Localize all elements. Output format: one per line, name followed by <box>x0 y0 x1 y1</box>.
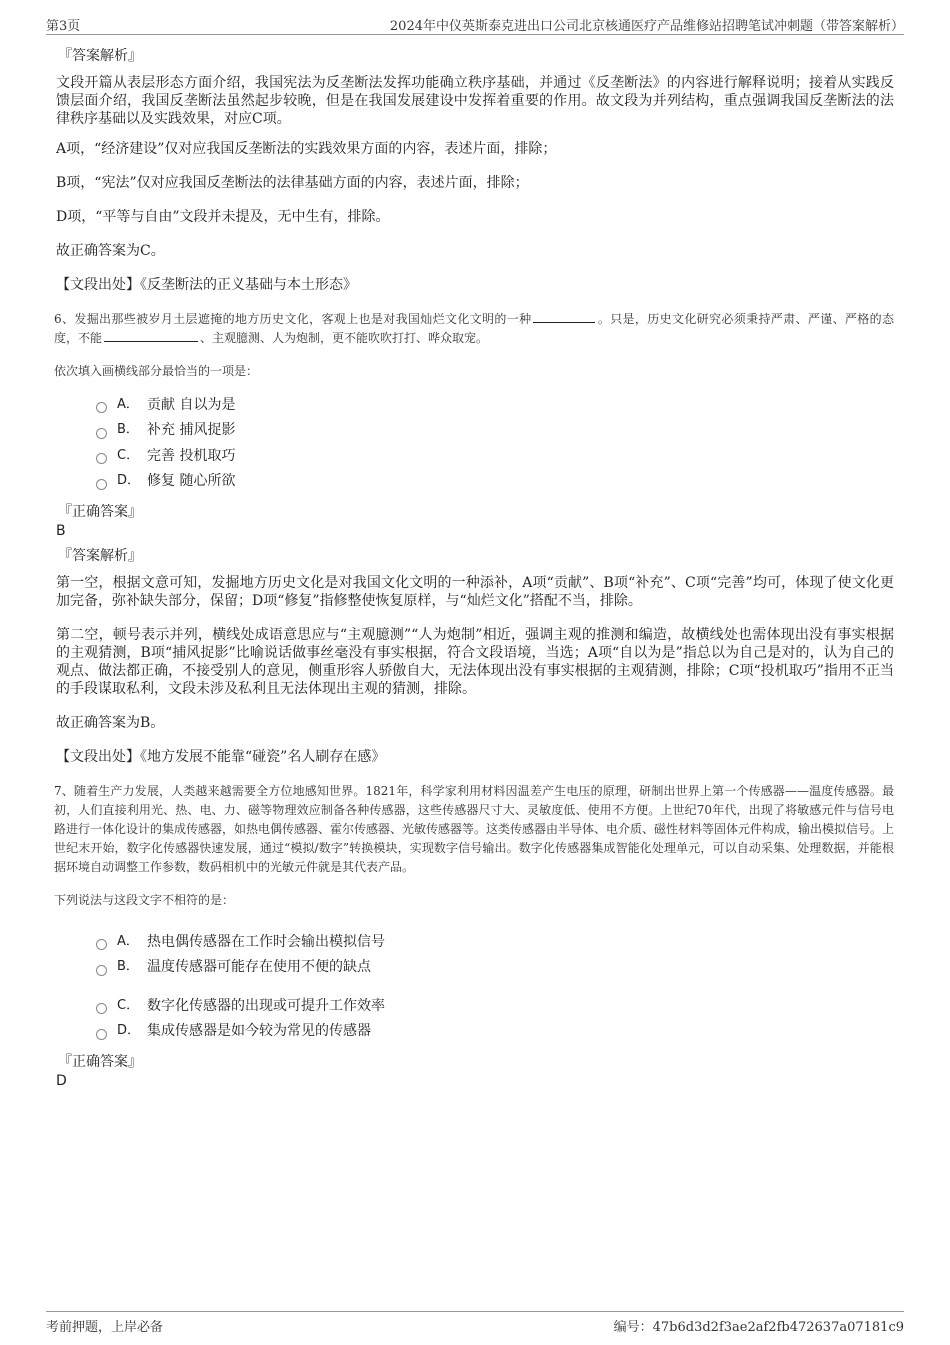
analysis-paragraph-1: 第一空，根据文意可知，发掘地方历史文化是对我国文化文明的一种添补，A项“贡献”、B项“补充”、C项“完善”均可，体现了使文化更加完备，弥补缺失部分，保留；D项“修复”指修整使恢复原样，与“灿烂文化”搭配不当，排除。 <box>56 575 894 609</box>
analysis-tag: 『答案解析』 <box>58 548 142 564</box>
analysis-conclusion: 故正确答案为C。 <box>56 243 165 259</box>
document-id: 编号：47b6d3d2f3ae2af2fb472637a07181c9 <box>613 1320 904 1335</box>
analysis-option-d: D项，“平等与自由”文段并未提及，无中生有，排除。 <box>56 209 390 225</box>
correct-answer: B <box>56 523 66 539</box>
page-header <box>46 14 904 35</box>
correct-answer: D <box>56 1073 67 1089</box>
question-7-prompt: 下列说法与这段文字不相符的是： <box>54 893 235 907</box>
option-c[interactable]: C． 数字化传感器的出现或可提升工作效率 <box>96 993 894 1019</box>
question-7-text: 7、随着生产力发展，人类越来越需要全方位地感知世界。1821年，科学家利用材料因温差产生电压的原理，研制出世界上第一个传感器——温度传感器。最初，人们直接利用光、热、电、力、磁等物理效应制备各种传感器，这些传感器尺寸大、灵敏度低、使用不方便。上世纪70年代，出现了将敏感元件与信号电路进行一体化设计的集成传感器，如热电偶传感器、霍尔传感器、光敏传感器等。这类传感器由半导体、电介质、磁性材料等固体元件构成，输出模拟信号。上世纪末开始，数字化传感器快速发展，通过“模拟/数字”转换模块，实现数字信号输出。数字化传感器集成智能化处理单元，可以自动采集、处理数据，并能根据环境自动调整工作参数，数码相机中的光敏元件就是其代表产品。 <box>54 784 895 874</box>
question-6-text: 6、发掘出那些被岁月土层遮掩的地方历史文化，客观上也是对我国灿烂文化文明的一种 。只是，历史文化研究必须秉持严肃、严谨、严格的态度，不能 、主观臆测、人为炮制，更不能吹吹打打、哗众取宠。 <box>54 312 894 345</box>
question-6-prompt: 依次填入画横线部分最恰当的一项是： <box>54 364 259 378</box>
analysis-option-b: B项，“宪法”仅对应我国反垄断法的法律基础方面的内容，表述片面，排除； <box>56 175 529 191</box>
correct-answer-tag: 『正确答案』 <box>58 504 142 520</box>
radio-icon[interactable] <box>96 1029 107 1040</box>
answer-blank <box>104 329 198 342</box>
analysis-tag: 『答案解析』 <box>58 48 142 64</box>
analysis-conclusion: 故正确答案为B。 <box>56 715 165 731</box>
analysis-paragraph: 文段开篇从表层形态方面介绍，我国宪法为反垄断法发挥功能确立秩序基础，并通过《反垄断法》的内容进行解释说明；接着从实践反馈层面介绍，我国反垄断法虽然起步较晚，但是在我国发展建设中发挥着重要的作用。故文段为并列结构，重点强调我国反垄断法的法律秩序基础以及实践效果，对应C项。 <box>56 75 894 127</box>
analysis-paragraph-2: 第二空，顿号表示并列，横线处成语意思应与“主观臆测”“人为炮制”相近，强调主观的推测和编造，故横线处也需体现出没有事实根据的主观猜测，B项“捕风捉影”比喻说话做事丝毫没有事实根据，符合文段语境，当选；A项“自以为是”指总以为自己是对的，认为自己的观点、做法都正确，不接受别人的意见，侧重形容人骄傲自大，无法体现出没有事实根据的主观猜测，排除；C项“投机取巧”指用不正当的手段谋取私利，文段未涉及私利且无法体现出主观的猜测，排除。 <box>56 627 894 697</box>
document-title: 2024年中仪英斯泰克进出口公司北京核通医疗产品维修站招聘笔试冲刺题（带答案解析） <box>389 19 904 34</box>
radio-icon[interactable] <box>96 402 107 413</box>
question-7-options <box>96 929 894 1044</box>
source-citation: 【文段出处】《地方发展不能靠“碰瓷”名人刷存在感》 <box>56 749 386 765</box>
option-d[interactable]: D． 修复 随心所欲 <box>96 469 894 495</box>
radio-icon[interactable] <box>96 453 107 464</box>
option-a[interactable]: A． 热电偶传感器在工作时会输出模拟信号 <box>96 929 894 955</box>
page-footer <box>46 1311 904 1334</box>
option-d[interactable]: D． 集成传感器是如今较为常见的传感器 <box>96 1019 894 1045</box>
document-body <box>56 46 894 1096</box>
option-c[interactable]: C． 完善 投机取巧 <box>96 443 894 469</box>
option-b[interactable]: B． 补充 捕风捉影 <box>96 418 894 444</box>
correct-answer-tag: 『正确答案』 <box>58 1054 142 1070</box>
option-a[interactable]: A． 贡献 自以为是 <box>96 392 894 418</box>
question-6-options <box>96 392 894 494</box>
radio-icon[interactable] <box>96 965 107 976</box>
analysis-option-a: A项，“经济建设”仅对应我国反垄断法的实践效果方面的内容，表述片面，排除； <box>56 141 557 157</box>
radio-icon[interactable] <box>96 1003 107 1014</box>
page-number: 第3页 <box>46 19 81 34</box>
option-b[interactable]: B． 温度传感器可能存在使用不便的缺点 <box>96 955 894 981</box>
answer-blank <box>533 310 595 323</box>
source-citation: 【文段出处】《反垄断法的正义基础与本土形态》 <box>56 277 357 293</box>
radio-icon[interactable] <box>96 479 107 490</box>
footer-slogan: 考前押题，上岸必备 <box>46 1320 164 1335</box>
radio-icon[interactable] <box>96 939 107 950</box>
radio-icon[interactable] <box>96 428 107 439</box>
